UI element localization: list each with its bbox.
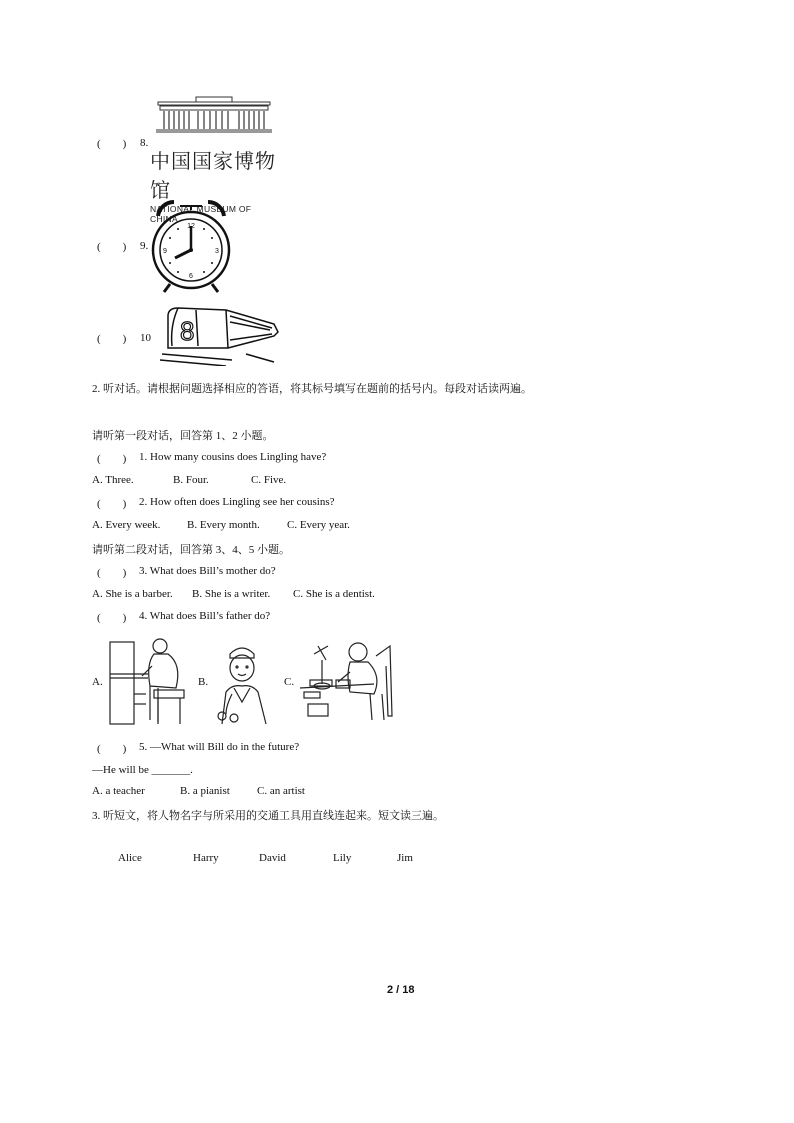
answer-paren-9[interactable]: ( )	[97, 241, 127, 253]
q1-option-a: A. Three.	[92, 474, 134, 486]
train-number: 8	[180, 316, 195, 346]
q3-option-b: B. She is a writer.	[192, 588, 271, 600]
name-harry[interactable]: Harry	[193, 852, 219, 864]
q3-option-c: C. She is a dentist.	[293, 588, 375, 600]
section-3-title: 3. 听短文，将人物名字与所采用的交通工具用直线连起来。短文读三遍。	[92, 810, 444, 822]
writer-at-desk-icon	[298, 636, 396, 722]
name-alice[interactable]: Alice	[118, 852, 142, 864]
question-number-8: 8.	[140, 137, 149, 149]
answer-paren-8[interactable]: ( )	[97, 138, 127, 150]
q3-option-a: A. She is a barber.	[92, 588, 173, 600]
q5-line-2: —He will be _______.	[92, 764, 193, 776]
q5-option-c: C. an artist	[257, 785, 305, 797]
museum-building-icon	[150, 96, 278, 136]
clock-number-9: 9	[163, 248, 167, 255]
question-2: 2. How often does Lingling see her cousins?	[139, 496, 335, 508]
doctor-icon	[212, 640, 272, 726]
q2-option-c: C. Every year.	[287, 519, 350, 531]
alarm-clock-icon	[150, 198, 232, 294]
name-jim[interactable]: Jim	[397, 852, 413, 864]
answer-paren-q5[interactable]: ( )	[97, 743, 127, 755]
answer-paren-q4[interactable]: ( )	[97, 612, 127, 624]
dialogue-1-intro: 请听第一段对话，回答第 1、2 小题。	[92, 430, 274, 442]
q4-option-b-label: B.	[198, 676, 209, 688]
dialogue-2-intro: 请听第二段对话，回答第 3、4、5 小题。	[92, 544, 290, 556]
clock-number-6: 6	[189, 273, 193, 280]
q5-option-a: A. a teacher	[92, 785, 145, 797]
q2-option-b: B. Every month.	[187, 519, 260, 531]
answer-paren-q1[interactable]: ( )	[97, 453, 127, 465]
question-number-9: 9.	[140, 240, 149, 252]
q1-option-c: C. Five.	[251, 474, 287, 486]
museum-name-cn: 中国国家博物馆	[150, 149, 276, 202]
question-3: 3. What does Bill’s mother do?	[139, 565, 276, 577]
name-david[interactable]: David	[259, 852, 286, 864]
question-1: 1. How many cousins does Lingling have?	[139, 451, 327, 463]
q4-option-c-label: C.	[284, 676, 295, 688]
answer-paren-q3[interactable]: ( )	[97, 567, 127, 579]
question-number-10: 10	[140, 332, 151, 344]
question-5: 5. —What will Bill do in the future?	[139, 741, 300, 753]
section-2-title: 2. 听对话。请根据问题选择相应的答语，将其标号填写在题前的括号内。每段对话读两遍。	[92, 383, 532, 395]
clock-number-3: 3	[215, 248, 219, 255]
clock-number-12: 12	[187, 223, 195, 230]
q1-option-b: B. Four.	[173, 474, 209, 486]
q4-option-a-label: A.	[92, 676, 103, 688]
name-lily[interactable]: Lily	[333, 852, 352, 864]
question-4: 4. What does Bill’s father do?	[139, 610, 271, 622]
train-icon	[158, 302, 282, 366]
page-number: 2 / 18	[387, 984, 415, 996]
pianist-icon	[106, 634, 188, 726]
answer-paren-10[interactable]: ( )	[97, 333, 127, 345]
museum-logo	[150, 96, 278, 224]
answer-paren-q2[interactable]: ( )	[97, 498, 127, 510]
q5-option-b: B. a pianist	[180, 785, 230, 797]
q2-option-a: A. Every week.	[92, 519, 161, 531]
museum-name-en: NATIONAL MUSEUM OF CHINA	[150, 204, 252, 224]
